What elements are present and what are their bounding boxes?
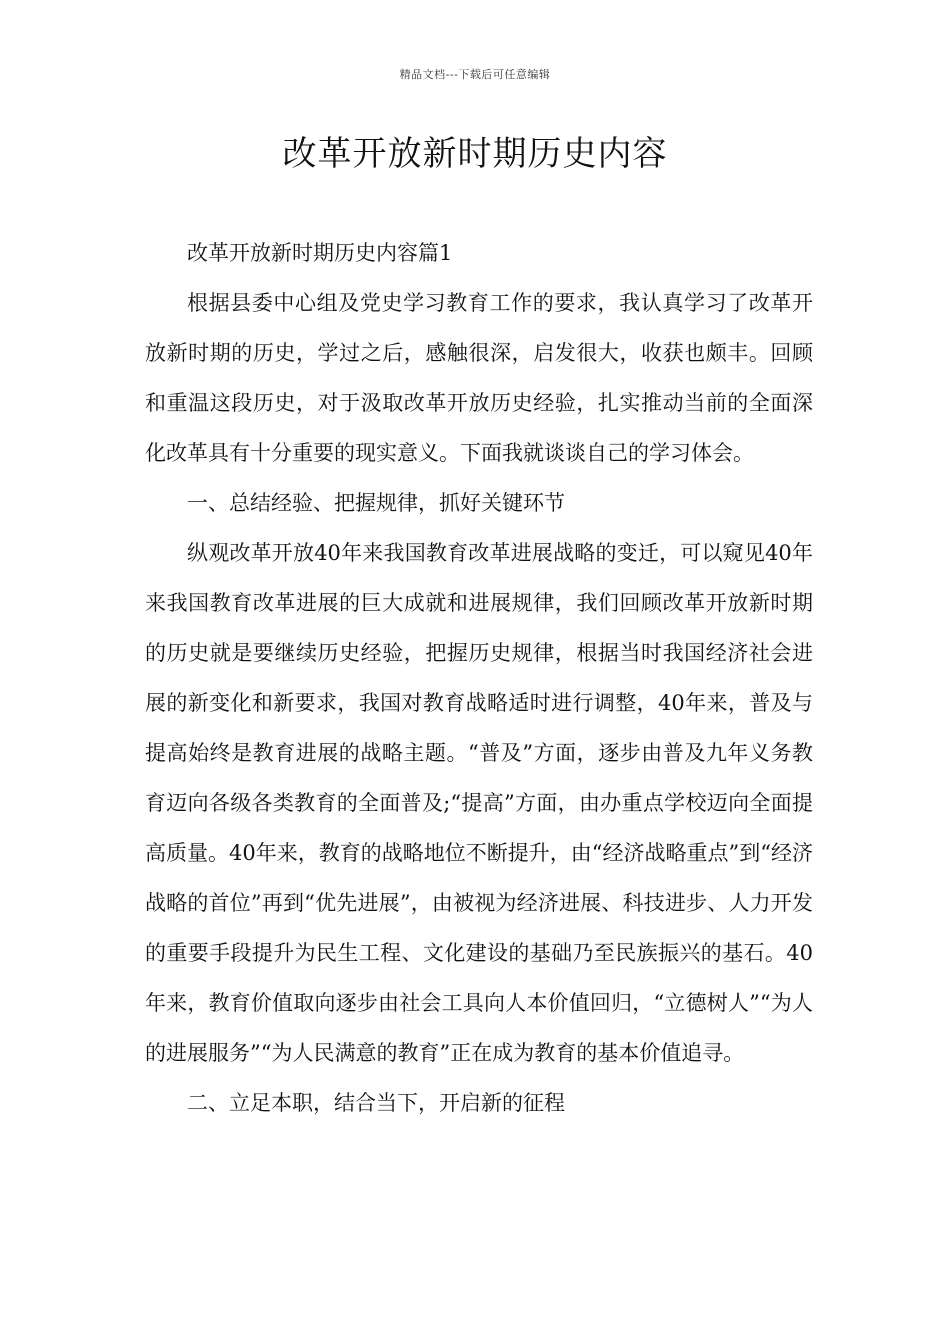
document-title: 改革开放新时期历史内容	[282, 134, 668, 174]
section-heading-part-1: 改革开放新时期历史内容篇1	[187, 241, 453, 265]
intro-paragraph: 根据县委中心组及党史学习教育工作的要求，我认真学习了改革开放新时期的历史，学过之后，感触很深，启发很大，收获也颇丰。回顾和重温这段历史，对于汲取改革开放历史经验，扎实推动当前的全面深化改革具有十分重要的现实意义。下面我就谈谈自己的学习体会。	[145, 291, 813, 465]
document-body	[145, 228, 813, 1128]
body-paragraph-education: 纵观改革开放40年来我国教育改革进展战略的变迁，可以窥见40年来我国教育改革进展的巨大成就和进展规律，我们回顾改革开放新时期的历史就是要继续历史经验，把握历史规律，根据当时我国经济社会进展的新变化和新要求，我国对教育战略适时进行调整，40年来，普及与提高始终是教育进展的战略主题。“普及”方面，逐步由普及九年义务教育迈向各级各类教育的全面普及;“提高”方面，由办重点学校迈向全面提高质量。40年来，教育的战略地位不断提升，由“经济战略重点”到“经济战略的首位”再到“优先进展”，由被视为经济进展、科技进步、人力开发的重要手段提升为民生工程、文化建设的基础乃至民族振兴的基石。40年来，教育价值取向逐步由社会工具向人本价值回归，“立德树人”“为人的进展服务”“为人民满意的教育”正在成为教育的基本价值追寻。	[145, 541, 813, 1065]
section-heading-one: 一、总结经验、把握规律，抓好关键环节	[187, 491, 565, 515]
section-heading-two: 二、立足本职，结合当下，开启新的征程	[187, 1091, 565, 1115]
header-note: 精品文档---下载后可任意编辑	[399, 68, 551, 81]
